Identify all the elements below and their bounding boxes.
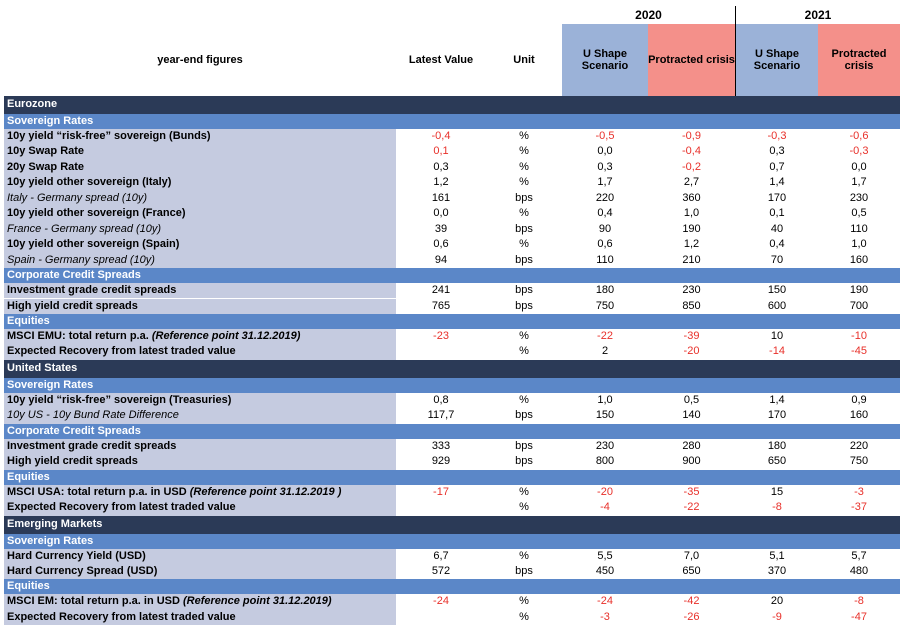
cell-unit: bps	[515, 253, 533, 266]
cell-unit: %	[519, 238, 529, 251]
year-2021-header: 2021	[804, 8, 832, 22]
cell-latest: -17	[433, 485, 449, 498]
table-row-label	[4, 222, 396, 237]
cell-u21: -14	[769, 345, 785, 358]
cell-u20: 220	[595, 191, 615, 204]
u-shape-2021-header: U Shape Scenario	[736, 24, 818, 96]
cell-p21: 190	[849, 284, 869, 297]
cell-latest: 1,2	[433, 176, 449, 189]
cell-unit: %	[519, 207, 529, 220]
row-label-text: Hard Currency Yield (USD)	[7, 549, 146, 562]
region-band: Eurozone	[4, 96, 900, 114]
cell-latest: 6,7	[433, 549, 449, 562]
cell-p20: 230	[682, 284, 701, 297]
cell-u21: 5,1	[769, 549, 785, 562]
cell-unit: %	[519, 160, 529, 173]
cell-u20: 110	[596, 253, 614, 266]
cell-u20: 0,4	[597, 207, 613, 220]
cell-unit: %	[519, 176, 529, 189]
cell-unit: bps	[515, 222, 533, 235]
cell-p20: 140	[682, 409, 701, 422]
cell-unit: bps	[515, 439, 533, 452]
protracted-2020-header: Protracted crisis	[648, 24, 735, 96]
cell-unit: %	[519, 549, 529, 562]
cell-u21: 0,7	[769, 160, 785, 173]
group-band: Sovereign Rates	[4, 114, 900, 129]
cell-p20: 2,7	[683, 176, 700, 189]
table-row-label	[4, 500, 396, 515]
row-label-text: Investment grade credit spreads	[7, 284, 177, 297]
cell-latest	[396, 344, 486, 359]
cell-u20: 180	[595, 284, 615, 297]
cell-u20: -20	[597, 485, 613, 498]
year-2020-header: 2020	[635, 8, 662, 22]
cell-u20: 0,3	[597, 160, 613, 173]
table-row-label	[4, 485, 396, 500]
table-row-label	[4, 253, 396, 268]
cell-unit: bps	[515, 191, 533, 204]
cell-u21: 0,4	[769, 238, 785, 251]
cell-unit: %	[519, 610, 529, 623]
table-row-label	[4, 594, 396, 609]
cell-latest: 765	[431, 299, 451, 312]
cell-latest: 0,8	[433, 393, 449, 406]
cell-u20: -4	[600, 501, 610, 514]
cell-u20: -22	[597, 329, 613, 342]
unit-header: Unit	[513, 54, 535, 66]
cell-p21: -47	[851, 610, 867, 623]
cell-unit: %	[519, 145, 529, 158]
cell-u21: 15	[770, 485, 784, 498]
region-band: United States	[4, 360, 900, 378]
cell-u20: 1,7	[597, 176, 613, 189]
cell-p20: 360	[682, 191, 701, 204]
table-row-label	[4, 175, 396, 190]
group-band: Sovereign Rates	[4, 534, 900, 549]
cell-p21: 5,7	[851, 549, 867, 562]
table-row-label	[4, 160, 396, 175]
cell-p20: -0,4	[682, 145, 701, 158]
cell-p20: -20	[683, 345, 700, 358]
cell-p20: -42	[683, 595, 700, 608]
row-label-text: Expected Recovery from latest traded value	[7, 345, 236, 358]
cell-u20: -0,5	[595, 130, 615, 142]
cell-unit: bps	[515, 565, 533, 577]
cell-p20: 190	[682, 222, 701, 235]
cell-p21: -8	[854, 595, 864, 608]
table-row-label	[4, 129, 396, 144]
cell-p21: 160	[849, 253, 869, 266]
cell-u20: 800	[595, 455, 615, 468]
cell-unit: %	[519, 501, 529, 514]
cell-latest: 161	[431, 191, 451, 204]
cell-u21: 180	[767, 439, 787, 452]
table-row-label	[4, 329, 396, 344]
row-label-text: High yield credit spreads	[7, 455, 138, 468]
cell-latest: 241	[431, 284, 451, 297]
cell-latest: 117,7	[427, 409, 455, 422]
cell-p21: 110	[850, 222, 868, 235]
cell-unit: bps	[515, 455, 533, 468]
group-band: Equities	[4, 470, 900, 485]
cell-latest: 0,6	[433, 238, 449, 251]
row-label-text: Investment grade credit spreads	[7, 439, 177, 452]
cell-latest: 333	[431, 439, 451, 452]
cell-latest: 39	[434, 222, 448, 235]
cell-p21: -3	[854, 485, 864, 498]
cell-u20: 5,5	[597, 549, 613, 562]
cell-u21: 0,3	[769, 145, 785, 158]
cell-u20: 2	[601, 345, 609, 358]
cell-u21: 150	[767, 284, 787, 297]
row-label-note: (Reference point 31.12.2019 )	[186, 485, 342, 498]
cell-p20: 7,0	[683, 549, 700, 562]
cell-u21: 70	[770, 253, 784, 266]
row-label-text: 10y yield other sovereign (Italy)	[7, 176, 172, 189]
group-band: Corporate Credit Spreads	[4, 424, 900, 439]
cell-unit: %	[519, 393, 529, 406]
cell-p20: 210	[682, 253, 701, 266]
cell-unit: bps	[515, 299, 533, 312]
cell-latest	[396, 610, 486, 625]
cell-latest: 0,0	[433, 207, 449, 220]
cell-p21: -10	[851, 329, 867, 342]
cell-p20: -26	[683, 610, 700, 623]
cell-p20: 1,2	[683, 238, 700, 251]
cell-latest: -0,4	[431, 130, 451, 142]
cell-unit: bps	[515, 284, 533, 297]
cell-u21: 600	[767, 299, 787, 312]
cell-p21: 230	[849, 191, 869, 204]
table-row-label	[4, 344, 396, 359]
row-label-text: 10y yield other sovereign (Spain)	[7, 238, 180, 251]
cell-u21: -9	[772, 610, 782, 623]
row-label-text: 20y Swap Rate	[7, 160, 85, 173]
row-label-text: 10y US - 10y Bund Rate Difference	[7, 409, 179, 422]
cell-u20: -24	[597, 595, 613, 608]
cell-u20: 230	[595, 439, 615, 452]
cell-u21: 170	[767, 191, 787, 204]
table-row-label	[4, 454, 396, 469]
cell-u20: 750	[595, 299, 615, 312]
row-label-text: Expected Recovery from latest traded value	[7, 610, 236, 623]
cell-p20: 1,0	[683, 207, 700, 220]
row-label-text: Hard Currency Spread (USD)	[7, 565, 158, 577]
latest-value-header: Latest Value	[408, 54, 474, 66]
cell-u21: 0,1	[769, 207, 785, 220]
row-label-text: Expected Recovery from latest traded value	[7, 501, 236, 514]
row-label-text: High yield credit spreads	[7, 299, 138, 312]
row-label-note: (Reference point 31.12.2019)	[179, 595, 332, 608]
cell-u20: 1,0	[597, 393, 613, 406]
cell-unit: %	[519, 130, 529, 142]
cell-latest: 0,1	[433, 145, 449, 158]
cell-latest: 572	[431, 565, 451, 577]
cell-p20: -0,2	[682, 160, 701, 173]
cell-p20: 650	[682, 565, 701, 577]
cell-p21: -45	[851, 345, 867, 358]
row-label-text: Spain - Germany spread (10y)	[7, 253, 155, 266]
cell-u21: 1,4	[769, 393, 785, 406]
table-row-label	[4, 283, 396, 298]
cell-unit: %	[519, 485, 529, 498]
cell-p21: 0,5	[851, 207, 867, 220]
cell-u21: -0,3	[767, 130, 787, 142]
cell-latest: -23	[433, 329, 449, 342]
cell-p20: 900	[682, 455, 701, 468]
u-shape-2020-header: U Shape Scenario	[562, 24, 648, 96]
row-label-note: (Reference point 31.12.2019)	[148, 329, 301, 342]
cell-p20: -22	[683, 501, 700, 514]
cell-p21: 220	[849, 439, 869, 452]
cell-p20: -0,9	[682, 130, 701, 142]
table-row-label	[4, 191, 396, 206]
table-row-label	[4, 439, 396, 454]
cell-latest	[396, 500, 486, 515]
cell-p20: -35	[683, 485, 700, 498]
table-row-label	[4, 299, 396, 314]
row-label-text: MSCI USA: total return p.a. in USD	[7, 485, 187, 498]
cell-latest: 0,3	[433, 160, 449, 173]
table-row-label	[4, 564, 396, 579]
table-row-label	[4, 408, 396, 423]
cell-unit: bps	[515, 409, 533, 422]
label-column-header: year-end figures	[157, 54, 243, 66]
table-row-label	[4, 610, 396, 625]
cell-latest: -24	[433, 595, 449, 608]
cell-p21: 480	[849, 565, 869, 577]
cell-u20: 90	[598, 222, 612, 235]
cell-u21: 1,4	[769, 176, 785, 189]
table-row-label	[4, 549, 396, 564]
group-band: Corporate Credit Spreads	[4, 268, 900, 283]
cell-u21: 650	[767, 455, 787, 468]
cell-u20: 0,6	[597, 238, 613, 251]
row-label-text: 10y yield “risk-free” sovereign (Treasuries)	[7, 393, 232, 406]
cell-unit: %	[519, 329, 529, 342]
cell-p21: -37	[851, 501, 867, 514]
table-row-label	[4, 206, 396, 221]
cell-unit: %	[519, 345, 529, 358]
row-label-text: MSCI EMU: total return p.a.	[7, 329, 149, 342]
row-label-text: 10y Swap Rate	[7, 145, 85, 158]
cell-p21: 0,9	[851, 393, 867, 406]
group-band: Equities	[4, 314, 900, 329]
cell-u21: -8	[772, 501, 782, 514]
cell-p20: 850	[682, 299, 701, 312]
cell-p21: 0,0	[851, 160, 867, 173]
row-label-text: 10y yield other sovereign (France)	[7, 207, 186, 220]
cell-p20: -39	[683, 329, 700, 342]
cell-latest: 94	[434, 253, 448, 266]
table-row-label	[4, 144, 396, 159]
table-row-label	[4, 393, 396, 408]
cell-u20: 0,0	[597, 145, 613, 158]
cell-p21: -0,3	[849, 145, 869, 158]
cell-p20: 280	[682, 439, 701, 452]
cell-u20: -3	[600, 610, 610, 623]
cell-u21: 40	[770, 222, 784, 235]
table-row-label	[4, 237, 396, 252]
cell-p21: -0,6	[849, 130, 869, 142]
cell-p21: 750	[849, 455, 869, 468]
cell-p21: 160	[849, 409, 869, 422]
row-label-text: MSCI EM: total return p.a. in USD	[7, 595, 180, 608]
cell-p21: 700	[849, 299, 869, 312]
cell-p21: 1,7	[851, 176, 867, 189]
cell-unit: %	[519, 595, 529, 608]
cell-u21: 10	[770, 329, 784, 342]
cell-p21: 1,0	[851, 238, 867, 251]
group-band: Sovereign Rates	[4, 378, 900, 393]
row-label-text: 10y yield “risk-free” sovereign (Bunds)	[7, 130, 211, 142]
cell-u20: 150	[595, 409, 615, 422]
protracted-2021-header: Protracted crisis	[818, 24, 900, 96]
cell-latest: 929	[431, 455, 451, 468]
row-label-text: France - Germany spread (10y)	[7, 222, 162, 235]
row-label-text: Italy - Germany spread (10y)	[7, 191, 147, 204]
region-band: Emerging Markets	[4, 516, 900, 534]
cell-p20: 0,5	[683, 393, 700, 406]
cell-u21: 170	[767, 409, 787, 422]
cell-u21: 20	[770, 595, 784, 608]
cell-u21: 370	[767, 565, 787, 577]
group-band: Equities	[4, 579, 900, 594]
cell-u20: 450	[595, 565, 615, 577]
